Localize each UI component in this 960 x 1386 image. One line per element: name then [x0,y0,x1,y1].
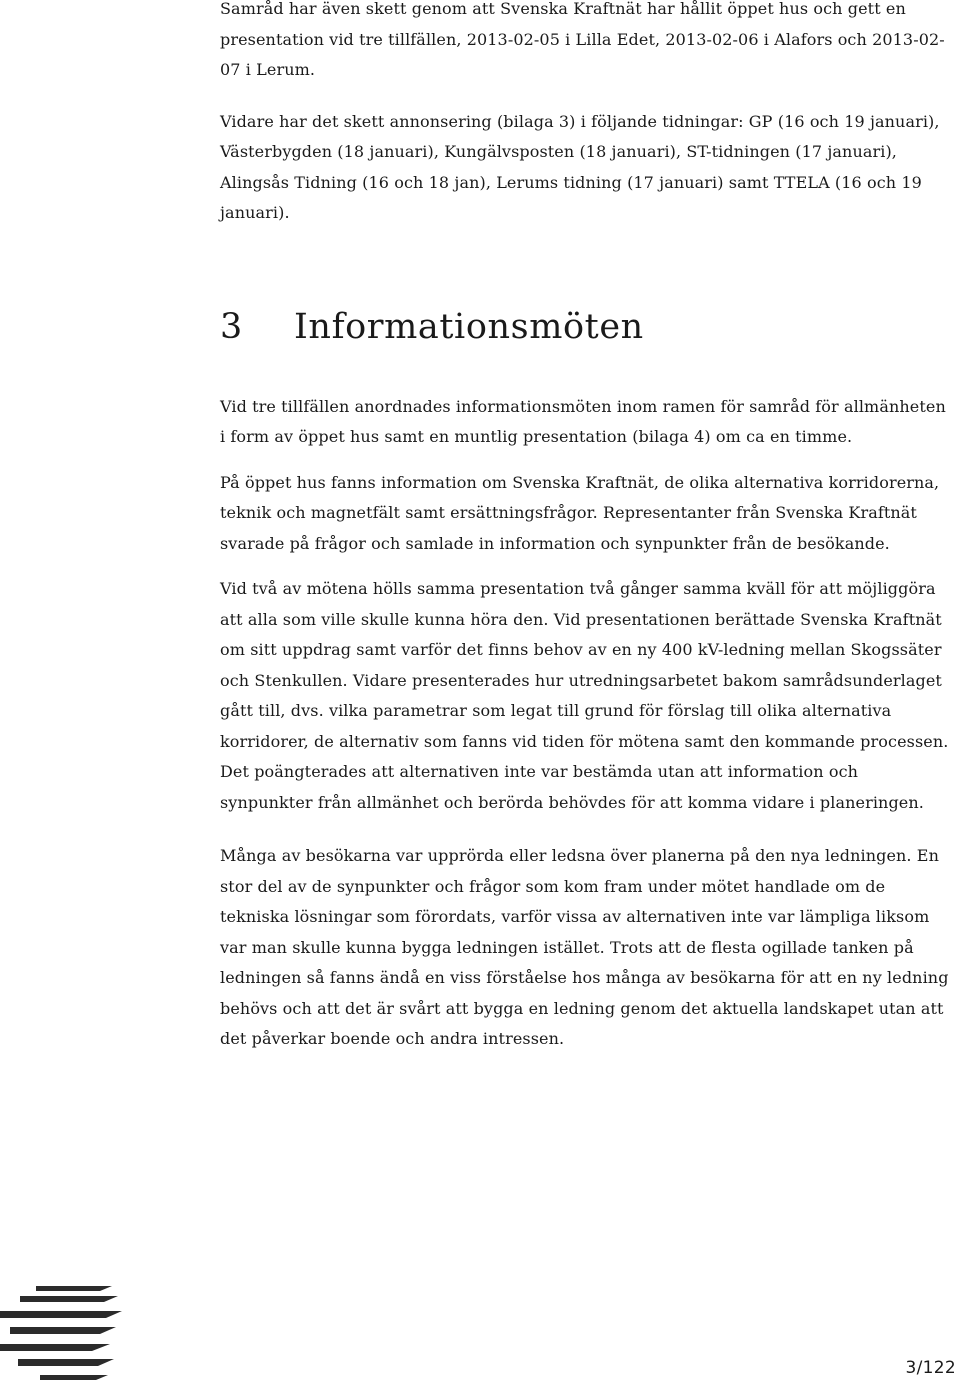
section-heading [220,305,950,349]
page-number: 3/122 [905,1358,956,1378]
section-number: 3 [220,306,243,347]
paragraph-presentation: Vid två av mötena hölls samma presentation två gånger samma kväll för att möjliggöra att alla som ville skulle kunna höra den. Vid presentationen berättade Svenska Kraftnät om sitt uppdrag samt varför det finns behov av en ny 400 kV-ledning mellan Skogssäter och Stenkullen. Vidare presenterades hur utredningsarbetet bakom samrådsunderlaget gått till, dvs. vilka parametrar som legat till grund för förslag till olika alternativa korridorer, de alternativ som fanns vid tiden för mötena samt den kommande processen. Det poängterades att alternativen inte var bestämda utan att information och synpunkter från allmänhet och berörda behövdes för att komma vidare i planeringen. [220,579,949,812]
paragraph-info-meetings: Vid tre tillfällen anordnades informationsmöten inom ramen för samråd för allmänheten i form av öppet hus samt en muntlig presentation (bilaga 4) om ca en timme. [220,396,946,446]
section-title: Informationsmöten [294,306,644,347]
svenska-kraftnat-stripes-logo-icon [0,1284,130,1386]
paragraph-open-house-info: På öppet hus fanns information om Svenska Kraftnät, de olika alternativa korridorerna, teknik och magnetfält samt ersättningsfrågor. Representanter från Svenska Kraftnät svarade på frågor och samlade in information och synpunkter från de besökande. [220,472,940,553]
paragraph-visitors: Många av besökarna var upprörda eller ledsna över planerna på den nya ledningen. En stor del av de synpunkter och frågor som kom fram under mötet handlade om de tekniska lösningar som förordats, varför vissa av alternativen inte var lämpliga liksom var man skulle kunna bygga ledningen istället. Trots att de flesta ogillade tanken på ledningen så fanns ändå en viss förståelse hos många av besökarna för att en ny ledning behövs och att det är svårt att bygga en ledning genom det aktuella landskapet utan att det påverkar boende och andra intressen. [220,846,949,1048]
document-body [220,0,950,1055]
paragraph-advertising: Vidare har det skett annonsering (bilaga 3) i följande tidningar: GP (16 och 19 januari), Västerbygden (18 januari), Kungälvsposten (18 januari), ST-tidningen (17 januari), Alingsås Tidning (16 och 18 jan), Lerums tidning (17 januari) samt TTELA (16 och 19 januari). [220,111,940,222]
paragraph-open-house: Samråd har även skett genom att Svenska Kraftnät har hållit öppet hus och gett en presentation vid tre tillfällen, 2013-02-05 i Lilla Edet, 2013-02-06 i Alafors och 2013-02-07 i Lerum. [220,0,945,79]
